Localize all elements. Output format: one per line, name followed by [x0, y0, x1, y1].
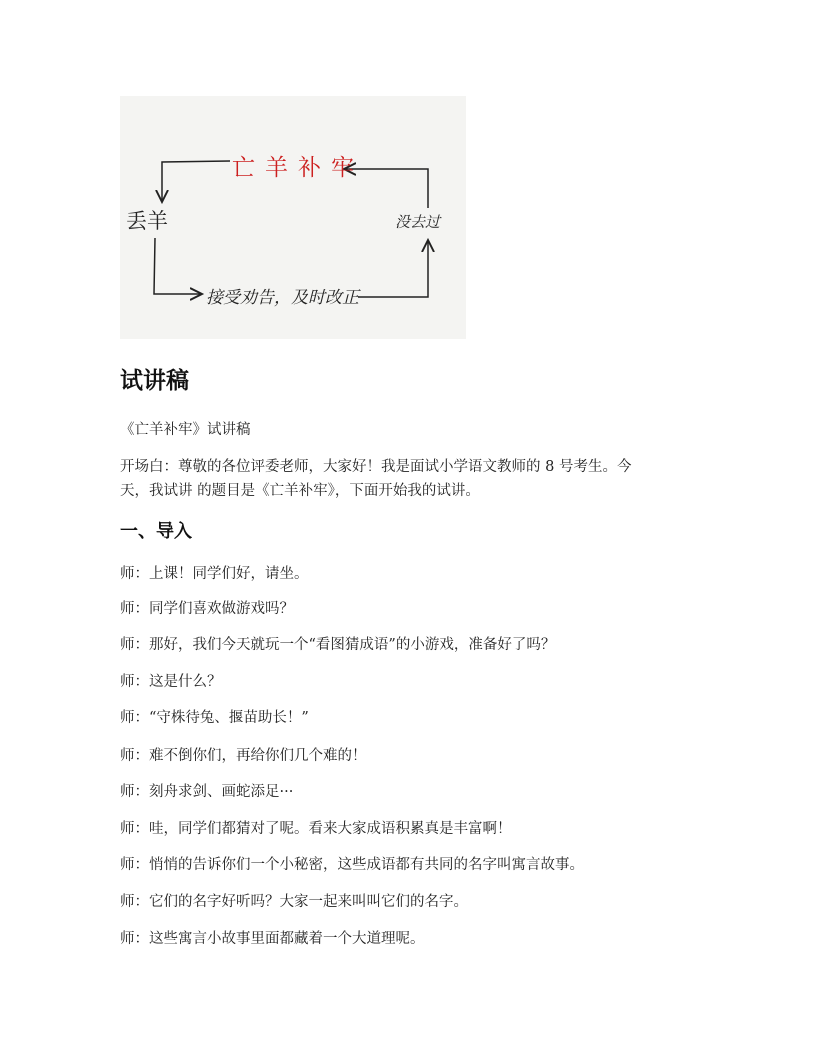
- arrow-bottom-to-right: [358, 240, 428, 297]
- dialogue-line: 师：上课！同学们好，请坐。: [120, 566, 309, 582]
- section-heading-intro: 一、导入: [120, 521, 192, 542]
- cycle-diagram: [120, 96, 466, 339]
- dialogue-line: 师：难不倒你们，再给你们几个难的！: [120, 748, 367, 764]
- page-title: 试讲稿: [120, 368, 189, 394]
- arrow-top-to-left: [162, 161, 230, 202]
- dialogue-line: 师：它们的名字好听吗？大家一起来叫叫它们的名字。: [120, 894, 468, 910]
- dialogue-line: 师：“守株待兔、揠苗助长！”: [120, 710, 309, 726]
- dialogue-line: 师：这是什么？: [120, 674, 222, 690]
- dialogue-line: 师：刻舟求剑、画蛇添足···: [120, 784, 294, 800]
- arrow-left-to-bottom: [154, 238, 202, 294]
- dialogue-line: 师：哇，同学们都猜对了呢。看来大家成语积累真是丰富啊！: [120, 821, 512, 837]
- opening-line-2: 天，我试讲 的题目是《亡羊补牢》，下面开始我的试讲。: [120, 483, 480, 499]
- diagram-bottom-label: 接受劝告，及时改正: [206, 288, 359, 308]
- opening-line-1: 开场白：尊敬的各位评委老师，大家好！我是面试小学语文教师的 8 号考生。今: [120, 459, 632, 475]
- diagram-top-label: 亡羊补牢: [232, 155, 364, 181]
- doc-subtitle: 《亡羊补牢》试讲稿: [120, 422, 251, 438]
- handwritten-diagram-photo: [120, 96, 466, 339]
- diagram-left-label: 丢羊: [126, 209, 168, 233]
- dialogue-line: 师：悄悄的告诉你们一个小秘密，这些成语都有共同的名字叫寓言故事。: [120, 857, 584, 873]
- dialogue-line: 师：这些寓言小故事里面都藏着一个大道理呢。: [120, 931, 425, 947]
- dialogue-line: 师：同学们喜欢做游戏吗？: [120, 601, 294, 617]
- diagram-right-label: 没去过: [395, 213, 441, 231]
- dialogue-line: 师：那好，我们今天就玩一个“看图猜成语”的小游戏，准备好了吗？: [120, 637, 556, 653]
